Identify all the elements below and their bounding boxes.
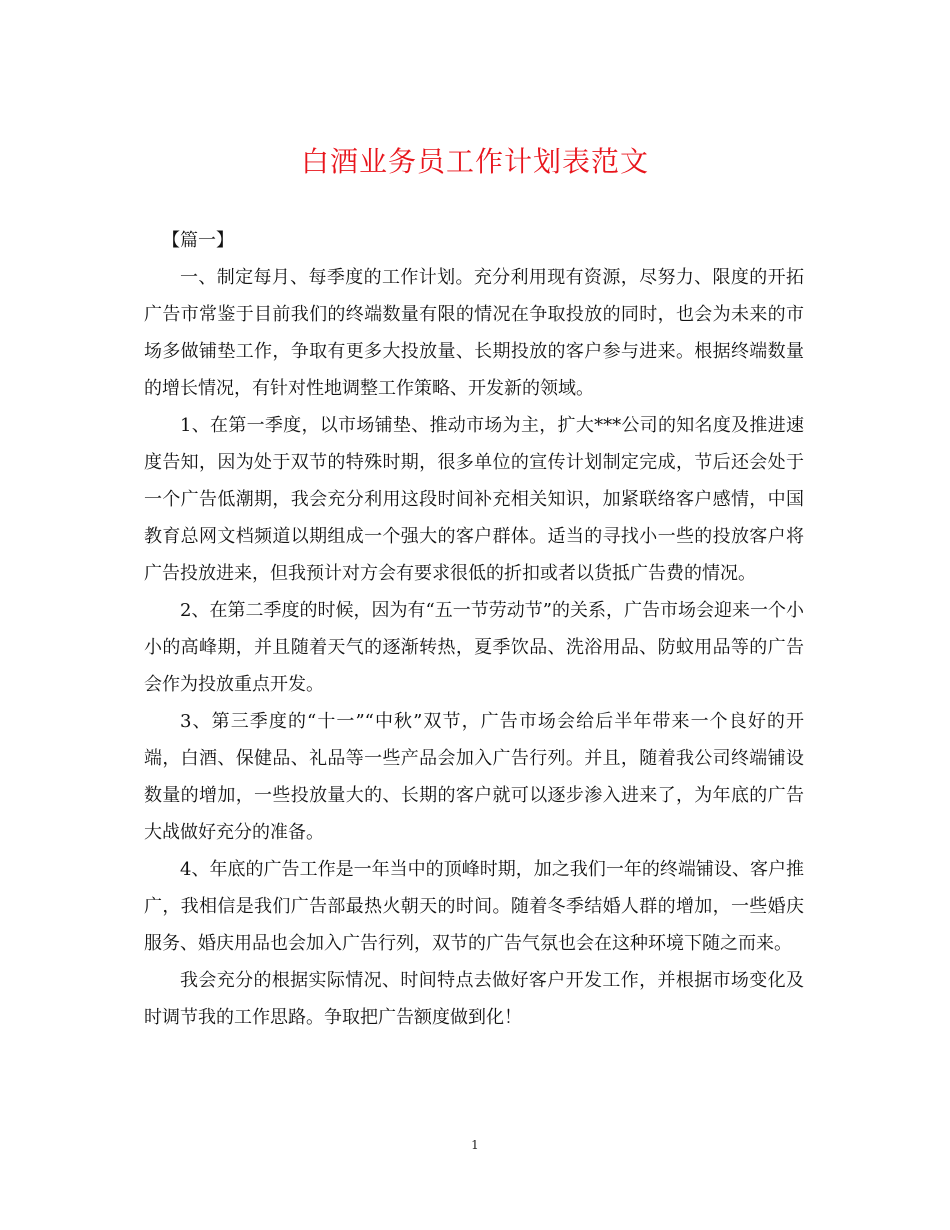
document-title: 白酒业务员工作计划表范文 <box>300 145 649 178</box>
paragraph-conclusion: 我会充分的根据实际情况、时间特点去做好客户开发工作，并根据市场变化及时调节我的工作思路。争取把广告额度做到化！ <box>144 970 804 1028</box>
section-heading: 【篇一】 <box>162 230 234 251</box>
document-body <box>144 222 804 1036</box>
paragraph-second-quarter: 2、在第二季度的时候，因为有“五一节劳动节”的关系，广告市场会迎来一个小小的高峰期，并且随着天气的逐渐转热，夏季饮品、洗浴用品、防蚊用品等的广告会作为投放重点开发。 <box>144 600 804 695</box>
paragraph-plan-overview: 一、制定每月、每季度的工作计划。充分利用现有资源，尽努力、限度的开拓广告市常鉴于目前我们的终端数量有限的情况在争取投放的同时，也会为未来的市场多做铺垫工作，争取有更多大投放量、长期投放的客户参与进来。根据终端数量的增长情况，有针对性地调整工作策略、开发新的领域。 <box>144 267 804 399</box>
paragraph-year-end: 4、年底的广告工作是一年当中的顶峰时期，加之我们一年的终端铺设、客户推广，我相信是我们广告部最热火朝天的时间。随着冬季结婚人群的增加，一些婚庆服务、婚庆用品也会加入广告行列，双节的广告气氛也会在这种环境下随之而来。 <box>144 859 804 954</box>
paragraph-first-quarter: 1、在第一季度，以市场铺垫、推动市场为主，扩大***公司的知名度及推进速度告知，因为处于双节的特殊时期，很多单位的宣传计划制定完成，节后还会处于一个广告低潮期，我会充分利用这段时间补充相关知识，加紧联络客户感情，中国教育总网文档频道以期组成一个强大的客户群体。适当的寻找小一些的投放客户将广告投放进来，但我预计对方会有要求很低的折扣或者以货抵广告费的情况。 <box>144 415 804 584</box>
page-number: 1 <box>471 1138 479 1152</box>
paragraph-third-quarter: 3、第三季度的“十一”“中秋”双节，广告市场会给后半年带来一个良好的开端，白酒、保健品、礼品等一些产品会加入广告行列。并且，随着我公司终端铺设数量的增加，一些投放量大的、长期的客户就可以逐步渗入进来了，为年底的广告大战做好充分的准备。 <box>144 711 804 843</box>
